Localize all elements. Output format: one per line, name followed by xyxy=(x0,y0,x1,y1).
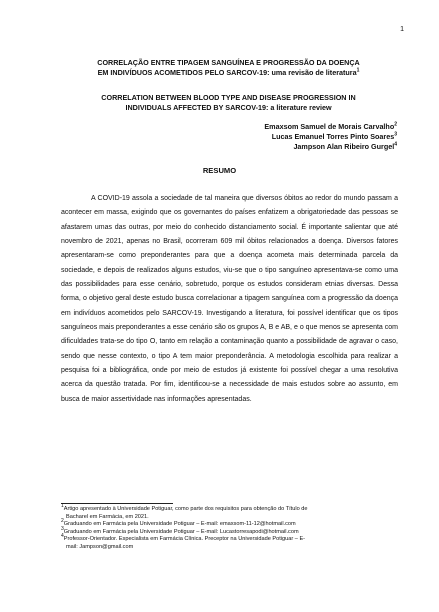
footnote-divider xyxy=(61,503,173,504)
page-number: 1 xyxy=(400,26,404,33)
footnote: $^1$Artigo apresentado à Universidade Potiguar, como parte dos requisitos para obtenção do Título de Bacharel em Farmácia, em 2021. xyxy=(61,503,308,520)
title-portuguese xyxy=(60,58,397,78)
footnote: $^2$Graduando em Farmácia pela Universidade Potiguar – E-mail: emaxsom-11-12@hotmail.com xyxy=(61,518,296,528)
footnote: $^4$Professor-Orientador. Especialista em Farmácia Clínica. Preceptor na Universidade Potiguar – E- mail: Jampson@gmail.com xyxy=(61,533,306,550)
abstract-text: A COVID-19 assola a sociedade de tal maneira que diversos óbitos ao redor do mundo passam a acontecer em massa, exigindo que os governantes do países enfatizem a obrigatoriedade das pessoas se afastarem umas das outras, por meio do conhecido distanciamento social. É importante salientar que até novembro de 2021, apenas no Brasil, ocorreram 609 mil óbitos relacionados a doença. Diversos fatores apresentaram-se como preponderantes para que a doença acometa mais determinada parcela da sociedade, e depois de realizados alguns estudos, viu-se que o tipo sanguíneo apresentava-se como uma das possibilidades para esse cenário, sobretudo, porque os estudos consideram etnias diversas. Dessa forma, o objetivo geral deste estudo busca correlacionar a tipagem sanguínea com a progressão da doença em indivíduos acometidos pelo SARCOV-19. Investigando a literatura, foi possível identificar que os tipos sanguíneos mais preponderantes a esse cenário são os grupos A, B e AB, e o que menos se apresenta com dificuldades trata-se do tipo O, tanto em relação a contaminação quanto a possibilidade de agravar o caso, sendo que nesse contexto, o tipo A tem maior preponderância. A metodologia escolhida para realizar a pesquisa foi a bibliográfica, onde por meio de estudos já existente foi possível chegar a uma resolutiva acerca da questão tratada. Por fim, identificou-se a necessidade de mais estudos sobre ao assunto, em busca de maior assertividade nas informações apresentadas. xyxy=(61,195,398,403)
title-pt-line-1: CORRELAÇÃO ENTRE TIPAGEM SANGUÍNEA E PROGRESSÃO DA DOENÇA xyxy=(97,58,360,67)
title-en-line-2: INDIVIDUALS AFFECTED BY SARCOV-19: a literature review xyxy=(125,103,332,112)
title-pt-line-2: EM INDIVÍDUOS ACOMETIDOS PELO SARCOV-19: uma revisão de literatura$^1$ xyxy=(97,67,360,77)
author-name: Emaxsom Samuel de Morais Carvalho$^2$ xyxy=(264,121,397,131)
abstract-heading: RESUMO xyxy=(202,166,237,175)
footnote: $^3$Graduando em Farmácia pela Universidade Potiguar – E-mail: Lucastorresapodi@hotmail.com xyxy=(61,525,299,535)
author-list xyxy=(264,122,397,152)
title-english xyxy=(60,93,397,113)
title-footnote-mark: 1 xyxy=(356,67,360,74)
author-name: Jampson Alan Ribeiro Gurgel$^4$ xyxy=(293,141,397,151)
footnotes xyxy=(61,503,398,552)
title-en-line-1: CORRELATION BETWEEN BLOOD TYPE AND DISEASE PROGRESSION IN xyxy=(101,93,356,102)
author-name: Lucas Emanuel Torres Pinto Soares$^3$ xyxy=(271,131,397,141)
